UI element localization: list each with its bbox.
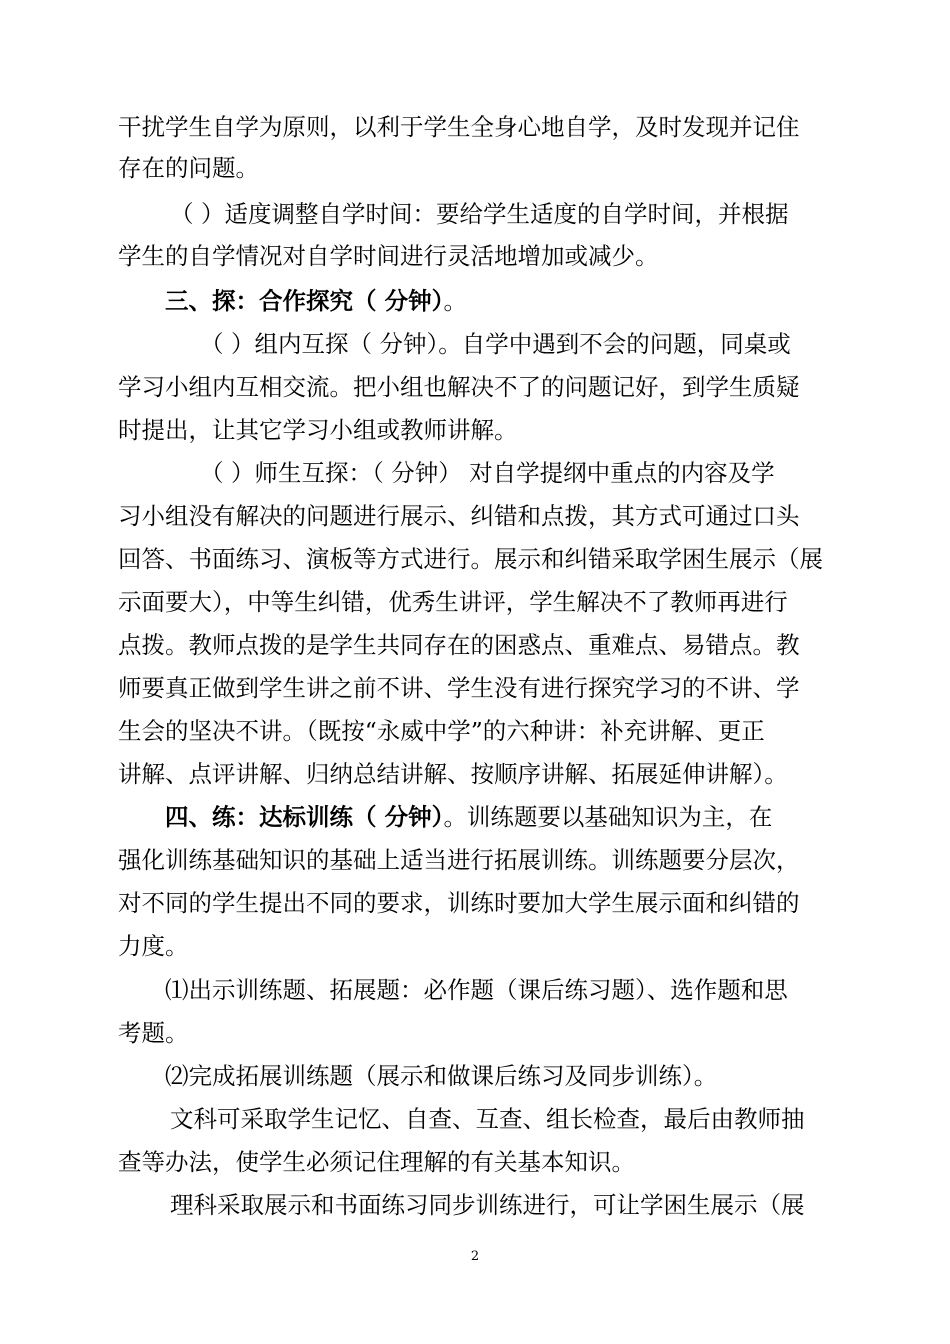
text-line: ⑴出示训练题、拓展题：必作题（课后练习题）、选作题和思 [165, 976, 788, 1004]
section-heading-4 [165, 799, 772, 835]
text-line: 考题。 [118, 1019, 189, 1047]
section-heading-4-title: 四、练：达标训练（ 分钟） [165, 803, 444, 831]
text-line: 强化训练基础知识的基础上适当进行拓展训练。训练题要分层次， [118, 846, 800, 874]
text-line: 力度。 [118, 932, 189, 960]
section-heading-3-tail: 。 [443, 287, 467, 315]
text-line: 讲解、点评讲解、归纳总结讲解、按顺序讲解、拓展延伸讲解）。 [118, 760, 788, 788]
section-heading-4-tail: 。训练题要以基础知识为主，在 [443, 803, 773, 831]
text-line: 学生的自学情况对自学时间进行灵活地增加或减少。 [118, 242, 659, 270]
text-line: 学习小组内互相交流。把小组也解决不了的问题记好，到学生质疑 [118, 373, 800, 401]
text-line: 干扰学生自学为原则，以利于学生全身心地自学，及时发现并记住 [118, 113, 800, 141]
text-line: （ ）组内互探（ 分钟）。自学中遇到不会的问题，同桌或 [200, 330, 791, 358]
text-line: 师要真正做到学生讲之前不讲、学生没有进行探究学习的不讲、学 [118, 674, 800, 702]
text-line: ⑵完成拓展训练题（展示和做课后练习及同步训练）。 [165, 1062, 718, 1090]
text-line: （ ）师生互探：（ 分钟） 对自学提纲中重点的内容及学 [200, 459, 775, 487]
text-line: 时提出，让其它学习小组或教师讲解。 [118, 416, 518, 444]
text-line: 对不同的学生提出不同的要求，训练时要加大学生展示面和纠错的 [118, 889, 800, 917]
text-line: 存在的问题。 [118, 154, 259, 182]
text-line: 文科可采取学生记忆、自查、互查、组长检查，最后由教师抽 [170, 1105, 805, 1133]
section-heading-3-title: 三、探：合作探究（ 分钟） [165, 287, 444, 315]
text-line: 示面要大），中等生纠错，优秀生讲评，学生解决不了教师再进行 [118, 588, 788, 616]
text-line: 生会的坚决不讲。（既按“永威中学”的六种讲：补充讲解、更正 [118, 717, 765, 745]
text-line: （ ）适度调整自学时间：要给学生适度的自学时间，并根据 [170, 200, 789, 228]
text-line: 点拨。教师点拨的是学生共同存在的困惑点、重难点、易错点。教 [118, 631, 800, 659]
text-line: 查等办法，使学生必须记住理解的有关基本知识。 [118, 1148, 635, 1176]
section-heading-3 [165, 283, 467, 319]
text-line: 回答、书面练习、演板等方式进行。展示和纠错采取学困生展示（展 [118, 545, 823, 573]
text-line: 习小组没有解决的问题进行展示、纠错和点拨，其方式可通过口头 [118, 502, 800, 530]
text-line: 理科采取展示和书面练习同步训练进行，可让学困生展示（展 [170, 1191, 805, 1219]
page-number: 2 [470, 1249, 480, 1264]
